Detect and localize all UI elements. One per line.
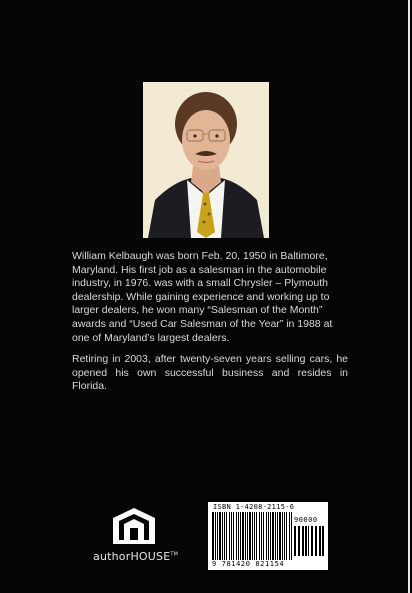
barcode-bar <box>215 512 216 560</box>
barcode-bar <box>302 526 304 556</box>
barcode-bar <box>245 512 246 560</box>
authorhouse-logo-icon <box>107 506 161 546</box>
barcode-bar <box>319 526 321 556</box>
barcode-bar <box>308 526 309 556</box>
publisher-name <box>93 550 179 563</box>
barcode-bar <box>270 512 271 560</box>
barcode-bar <box>263 512 264 560</box>
barcode-bar <box>219 512 221 560</box>
author-portrait-icon <box>143 82 269 238</box>
barcode-bar <box>249 512 251 560</box>
barcode-bar <box>305 526 307 556</box>
barcode-bar <box>261 512 262 560</box>
barcode-bar <box>252 512 253 560</box>
barcode-bar <box>217 512 218 560</box>
isbn-number: ISBN 1-4208-2115-6 <box>213 503 295 511</box>
barcode-bar <box>229 512 230 560</box>
barcode-bar <box>272 512 274 560</box>
barcode-bar <box>322 526 324 556</box>
barcode-bar <box>247 512 248 560</box>
barcode-bar <box>268 512 269 560</box>
barcode-bar <box>236 512 237 560</box>
barcode-bar <box>311 526 313 556</box>
barcode-bar <box>238 512 239 560</box>
barcode-bar <box>224 512 225 560</box>
barcode-bar <box>286 512 287 560</box>
barcode-bar <box>222 512 223 560</box>
barcode-bar <box>291 512 292 560</box>
author-photo <box>143 82 269 238</box>
trademark-symbol: TM <box>170 551 179 558</box>
barcode-bar <box>289 512 290 560</box>
barcode-bar <box>242 512 244 560</box>
price-barcode <box>294 526 324 556</box>
barcode-bar <box>279 512 281 560</box>
barcode-bar <box>254 512 255 560</box>
publisher-logo <box>93 506 179 566</box>
barcode-bar <box>284 512 285 560</box>
ean-barcode <box>212 512 292 560</box>
barcode-bar <box>226 512 227 560</box>
barcode-bar <box>277 512 278 560</box>
barcode-bar <box>212 512 214 560</box>
barcode-bar <box>315 526 317 556</box>
author-bio-paragraph: William Kelbaugh was born Feb. 20, 1950 in Baltimore, Maryland. His first job as a salesman in the automobile industry, in 1976. was with a small Chrysler – Plymouth dealership. While gaining experience and working up to larger dealers, he won many “Salesman of the Month” awards and “Used Car Salesman of the Year” in 1988 at one of Maryland’s largest dealers. <box>72 250 333 344</box>
barcode-bar <box>266 512 267 560</box>
barcode-bar <box>282 512 283 560</box>
author-retirement-paragraph: Retiring in 2003, after twenty-seven years selling cars, he opened his own successful business and resides in Florida. <box>72 353 348 393</box>
barcode-bar <box>298 526 300 556</box>
publisher-name-text: authorHOUSE <box>93 550 171 563</box>
barcode-bar <box>256 512 257 560</box>
barcode-bar <box>240 512 241 560</box>
price-code: 90000 <box>294 516 318 524</box>
barcode-bar <box>233 512 234 560</box>
barcode-panel <box>208 502 328 570</box>
ean-digits: 9 781420 821154 <box>212 560 285 568</box>
barcode-bar <box>259 512 260 560</box>
barcode-bar <box>231 512 232 560</box>
barcode-bar <box>294 526 296 556</box>
barcode-bar <box>275 512 276 560</box>
